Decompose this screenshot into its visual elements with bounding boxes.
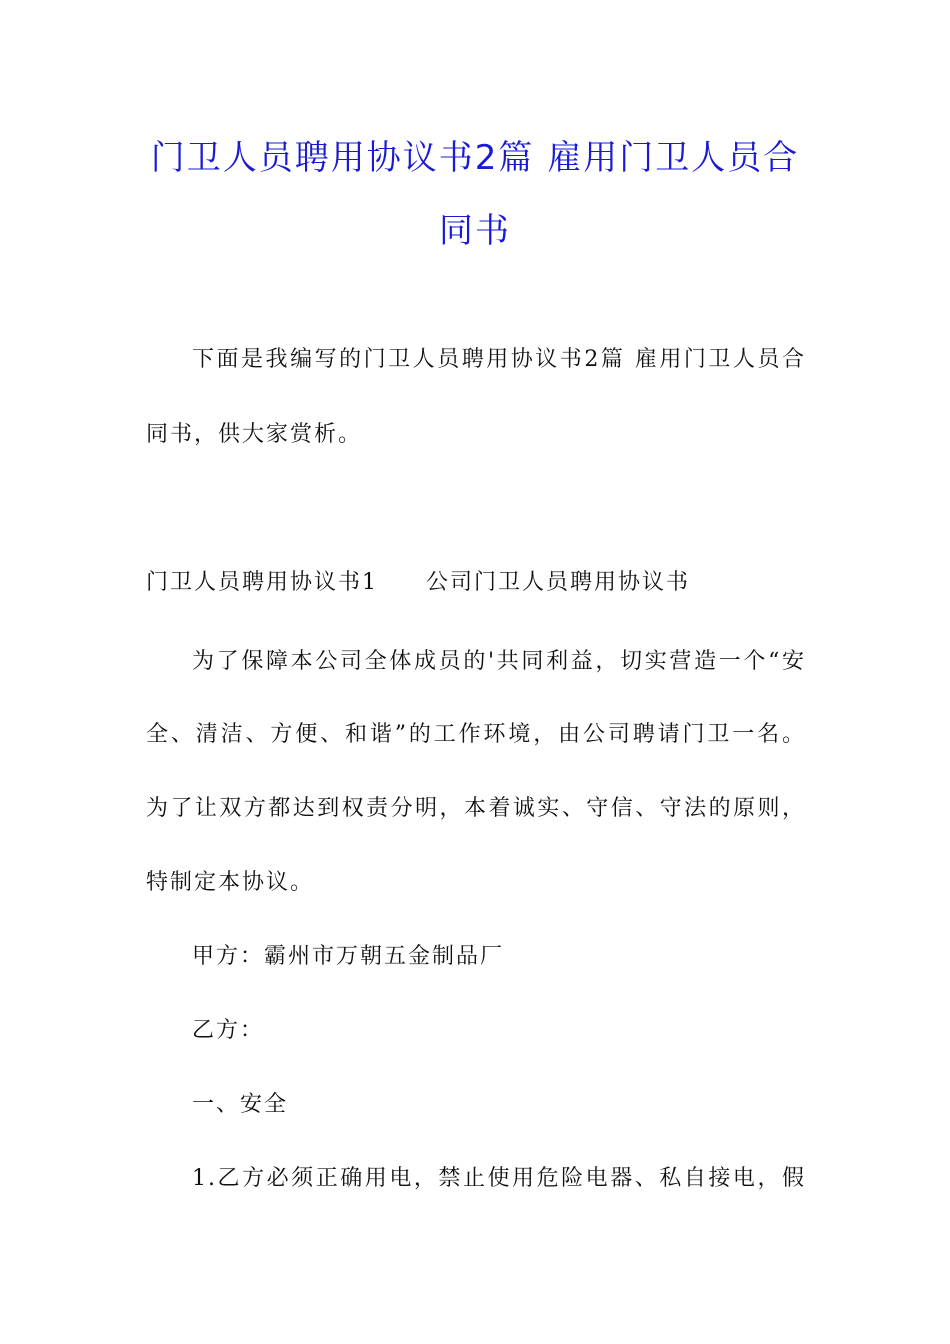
party-a: 甲方：霸州市万朝五金制品厂 xyxy=(192,944,505,969)
body-paragraph-line-1: 为了保障本公司全体成员的'共同利益，切实营造一个“安 xyxy=(192,649,806,674)
section-heading xyxy=(146,568,806,598)
section-heading-right: 公司门卫人员聘用协议书 xyxy=(426,570,691,595)
intro-paragraph-line-1: 下面是我编写的门卫人员聘用协议书2篇 雇用门卫人员合 xyxy=(192,347,806,372)
party-b: 乙方： xyxy=(192,1018,265,1043)
body-paragraph-line-2: 全、清洁、方便、和谐”的工作环境，由公司聘请门卫一名。 xyxy=(146,722,806,747)
intro-paragraph-line-2: 同书，供大家赏析。 xyxy=(146,422,363,447)
document-title-line-2: 同书 xyxy=(439,211,511,251)
clause-1-line-1: 1.乙方必须正确用电，禁止使用危险电器、私自接电，假 xyxy=(192,1166,806,1191)
clause-heading: 一、安全 xyxy=(192,1092,289,1117)
body-paragraph-line-4: 特制定本协议。 xyxy=(146,870,315,895)
body-paragraph-line-3: 为了让双方都达到权责分明，本着诚实、守信、守法的原则， xyxy=(146,796,806,821)
section-heading-left: 门卫人员聘用协议书1 xyxy=(146,570,378,595)
document-title-line-1: 门卫人员聘用协议书2篇 雇用门卫人员合 xyxy=(150,138,800,178)
